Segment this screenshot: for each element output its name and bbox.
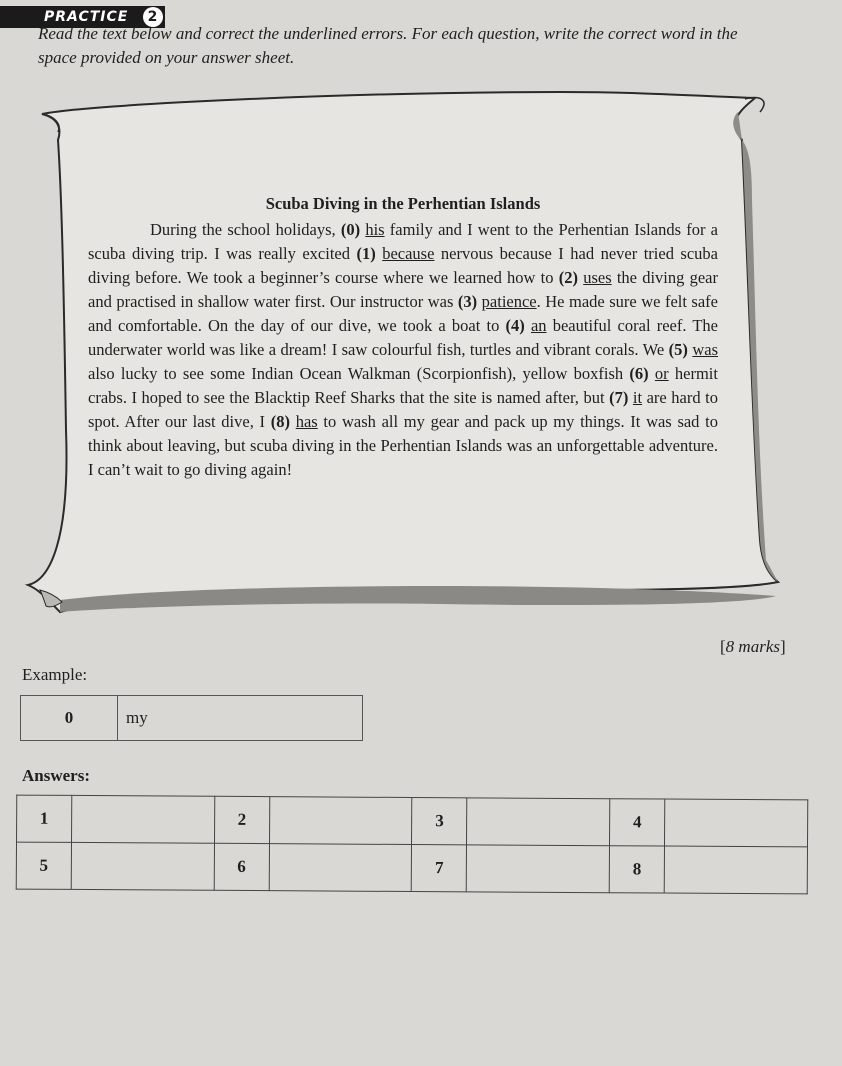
answer-box[interactable] (467, 845, 610, 893)
practice-label: PRACTICE (44, 9, 129, 25)
underlined-error: because (382, 244, 435, 263)
marks-label: [8 marks] (720, 637, 786, 656)
reading-passage (88, 192, 718, 482)
example-table (20, 695, 363, 741)
passage-text: to wash all my gear and pack up my things. It was sad to think about leaving, but scuba diving in the Perhentian Islands was an unforgettable adventure. I can’t wait to go diving again! (88, 412, 718, 479)
underlined-error: an (530, 316, 547, 335)
underlined-error: was (692, 340, 718, 359)
answer-number: 4 (610, 799, 665, 846)
answer-number: 5 (16, 842, 71, 889)
passage-text: beautiful coral reef. The underwater world was like a dream! I saw colourful fish, turtles and vibrant corals. We (88, 316, 718, 359)
answer-box[interactable] (467, 798, 610, 846)
instructions-text: Read the text below and correct the underlined errors. For each question, write the correct word in the space provided on your answer sheet. (38, 24, 738, 67)
answer-box[interactable] (269, 797, 412, 845)
underlined-error: his (365, 220, 385, 239)
answer-box[interactable] (71, 842, 214, 890)
example-label: Example: (22, 665, 88, 684)
marks-value: 8 marks (725, 637, 780, 656)
underlined-error: or (654, 364, 669, 383)
answer-number: 8 (609, 846, 664, 893)
passage-text: family and I went to the Perhentian Islands for a scuba diving trip. I was really excited (88, 220, 718, 263)
answer-number: 3 (412, 798, 467, 845)
answers-row (17, 795, 808, 847)
underlined-error: patience (481, 292, 537, 311)
underlined-error: it (632, 388, 643, 407)
answer-number: 7 (412, 844, 467, 891)
answer-number: 6 (214, 843, 269, 890)
passage-text: hermit crabs. I hoped to see the Blacktip Reef Sharks that the site is named after, but (88, 364, 718, 407)
answer-box[interactable] (269, 844, 412, 892)
answers-table (16, 795, 809, 895)
answer-number: 1 (17, 795, 72, 842)
answer-number: 2 (214, 796, 269, 843)
underlined-error: uses (583, 268, 612, 287)
question-number: (1) (356, 244, 383, 263)
passage-text: During the school holidays, (150, 220, 341, 239)
question-number: (0) (340, 220, 366, 239)
question-number: (7) (609, 388, 633, 407)
passage-text: nervous because I had never tried scuba diving before. We took a beginner’s course where we learned how to (88, 244, 718, 287)
answers-label: Answers: (22, 766, 90, 785)
passage-text: are hard to spot. After our last dive, I (88, 388, 718, 431)
question-number: (4) (505, 316, 531, 335)
underlined-error: has (295, 412, 318, 431)
passage-title: Scuba Diving in the Perhentian Islands (265, 194, 541, 213)
answer-box[interactable] (664, 846, 807, 894)
question-number: (6) (629, 364, 655, 383)
answer-box[interactable] (665, 799, 808, 847)
example-answer: my (118, 696, 363, 741)
answer-box[interactable] (71, 795, 214, 843)
question-number: (5) (668, 340, 693, 359)
question-number: (8) (270, 412, 296, 431)
practice-number: 2 (143, 7, 163, 27)
passage-text: also lucky to see some Indian Ocean Walkman (Scorpionfish), yellow boxfish (88, 364, 630, 383)
answers-row (16, 842, 807, 894)
question-number: (3) (457, 292, 482, 311)
passage-text: the diving gear and practised in shallow water first. Our instructor was (88, 268, 718, 311)
question-number: (2) (558, 268, 584, 287)
passage-body (88, 218, 718, 482)
passage-text: . He made sure we felt safe and comfortable. On the day of our dive, we took a boat to (88, 292, 718, 335)
example-number: 0 (21, 696, 118, 741)
